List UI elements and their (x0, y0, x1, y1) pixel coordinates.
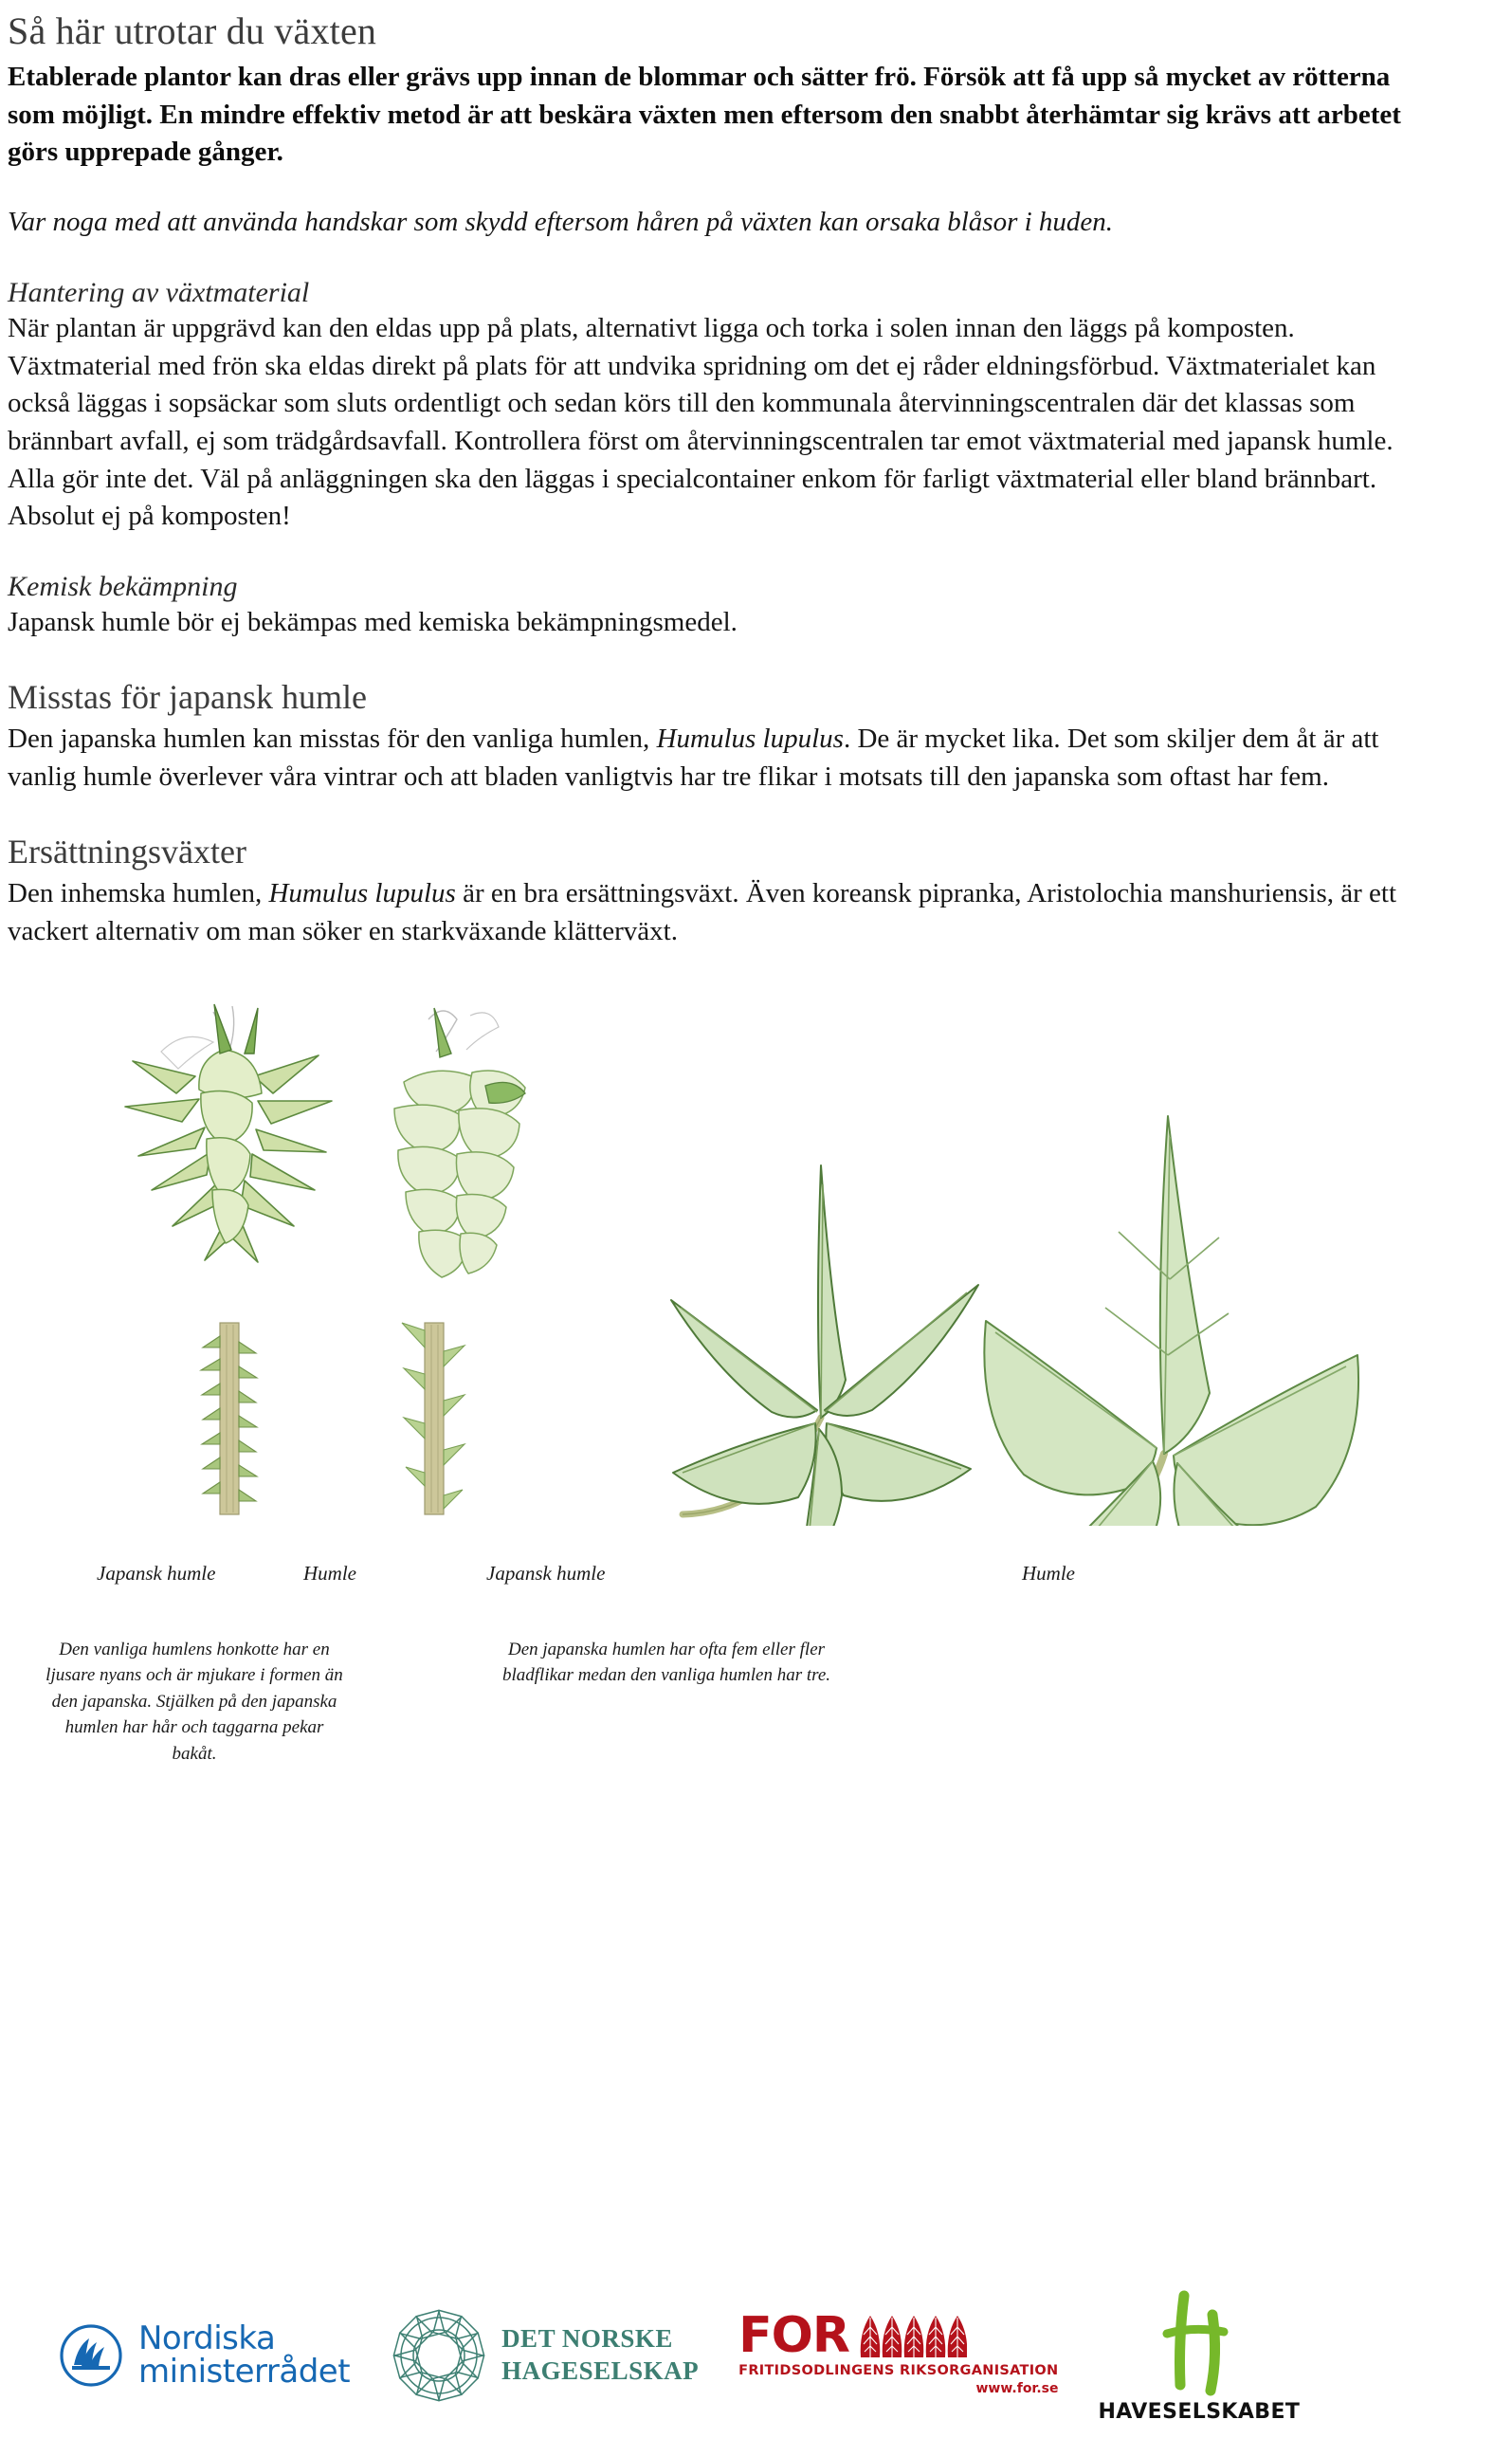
substitutes-heading: Ersättningsväxter (8, 832, 246, 871)
chemical-control-heading: Kemisk bekämpning (8, 571, 238, 603)
logo-nordiska-line2: ministerrådet (138, 2352, 351, 2391)
figure-note-left: Den vanliga humlens honkotte har en ljusare nyans och är mjukare i formen än den japanska. Stjälken på den japanska humlen har hår och taggarna pekar bakåt. (46, 1639, 343, 1764)
hop-stem-japanese-figure (201, 1323, 257, 1514)
species-name-humulus-lupulus-2: Humulus lupulus (268, 878, 456, 909)
leaf-japanese-figure (671, 1165, 978, 1526)
handling-heading: Hantering av växtmaterial (8, 276, 310, 308)
logo-for-wordmark: FOR (738, 2307, 849, 2365)
hop-cone-japanese-figure (125, 1004, 332, 1262)
confusion-heading: Misstas för japansk humle (8, 677, 367, 716)
document-content (0, 9, 1512, 1764)
figure-label-leaf-japanese: Japansk humle (486, 1561, 606, 1585)
confusion-body-part2: . De är mycket lika. Det som skiljer dem åt är att vanlig humle överlever våra vintrar och att bladen vanligtvis har tre flikar i motsats till den japanska som oftast har fem. (8, 724, 1379, 793)
logo-hageselskap-line1: DET NORSKE (501, 2323, 673, 2353)
figure-note-right: Den japanska humlen har ofta fem eller fler bladflikar medan den vanliga humlen har tre. (502, 1639, 830, 1686)
logo-for-subtitle: FRITIDSODLINGENS RIKSORGANISATION (738, 2363, 1059, 2378)
logo-hageselskap-text (501, 2323, 699, 2388)
substitutes-body-part2: är en bra ersättningsväxt. Även koreansk pipranka, Aristolochia manshuriensis, är ett vackert alternativ om man söker en starkväxande klätterväxt. (8, 878, 1397, 946)
logo-haveselskabet[interactable] (1099, 2286, 1301, 2424)
chemical-control-body: Japansk humle bör ej bekämpas med kemiska bekämpningsmedel. (8, 607, 738, 638)
logo-hageselskap-line2: HAGESELSKAP (501, 2356, 700, 2385)
figure-label-cone-japanese: Japansk humle (97, 1561, 216, 1585)
document-page (0, 9, 1512, 2437)
leaf-pattern-icon (857, 2314, 967, 2359)
gloves-warning-note: Var noga med att använda handskar som skydd eftersom håren på växten kan orsaka blåsor i huden. (8, 207, 1114, 238)
footer-logo-row (0, 2272, 1512, 2438)
substitutes-body-part1: Den inhemska humlen, (8, 878, 269, 909)
logo-for[interactable] (738, 2307, 1059, 2396)
logo-nordiska-text (138, 2319, 351, 2391)
page-title: Så här utrotar du växten (8, 9, 377, 52)
illustration-panel (19, 995, 1441, 1764)
handling-body-paragraph: När plantan är uppgrävd kan den eldas upp på plats, alternativt ligga och torka i solen innan den läggs på komposten. Växtmaterial med frön ska eldas direkt på plats för att undvika spridning om det ej råder eldningsförbud. Växtmaterialet kan också läggas i sopsäckar som sluts ordentligt och sedan körs till den kommunala återvinningscentralen där det klassas som brännbart avfall, ej som trädgårdsavfall. Kontrollera först om återvinningscentralen tar emot växtmaterial med japansk humle. Alla gör inte det. Väl på anläggningen ska den läggas i specialcontainer enkom för farligt växtmaterial eller bland brännbart. Absolut ej på komposten! (8, 312, 1394, 532)
figure-label-cone-common: Humle (303, 1561, 356, 1585)
confusion-body-part1: Den japanska humlen kan misstas för den vanliga humlen, (8, 724, 657, 755)
eradication-intro-paragraph: Etablerade plantor kan dras eller grävs upp innan de blommar och sätter frö. Försök att få upp så mycket av rötterna som möjligt. En mindre effektiv metod är att beskära växten men eftersom den snabbt återhämtar sig krävs att arbetet görs upprepade gånger. (8, 62, 1401, 168)
confusion-body (8, 721, 1427, 796)
leaf-common-figure (984, 1116, 1358, 1526)
logo-nordiska-ministerradet[interactable] (57, 2321, 350, 2390)
logo-haveselskabet-text: HAVESELSKABET (1098, 2400, 1301, 2424)
hop-cone-common-figure (394, 1008, 525, 1277)
figure-label-leaf-common: Humle (1022, 1561, 1075, 1585)
nordic-swan-icon (57, 2321, 125, 2390)
botanical-illustration (19, 995, 1441, 1526)
haveselskabet-h-mark-icon (1154, 2286, 1245, 2398)
logo-for-mark-row (738, 2307, 967, 2365)
hop-stem-common-figure (402, 1323, 465, 1514)
logo-det-norske-hageselskap[interactable] (390, 2299, 699, 2412)
logo-for-url[interactable]: www.for.se (975, 2381, 1059, 2396)
rosette-ornament-icon (390, 2299, 488, 2412)
substitutes-body (8, 875, 1427, 950)
species-name-humulus-lupulus: Humulus lupulus (656, 724, 844, 755)
logo-nordiska-line1: Nordiska (138, 2319, 276, 2357)
